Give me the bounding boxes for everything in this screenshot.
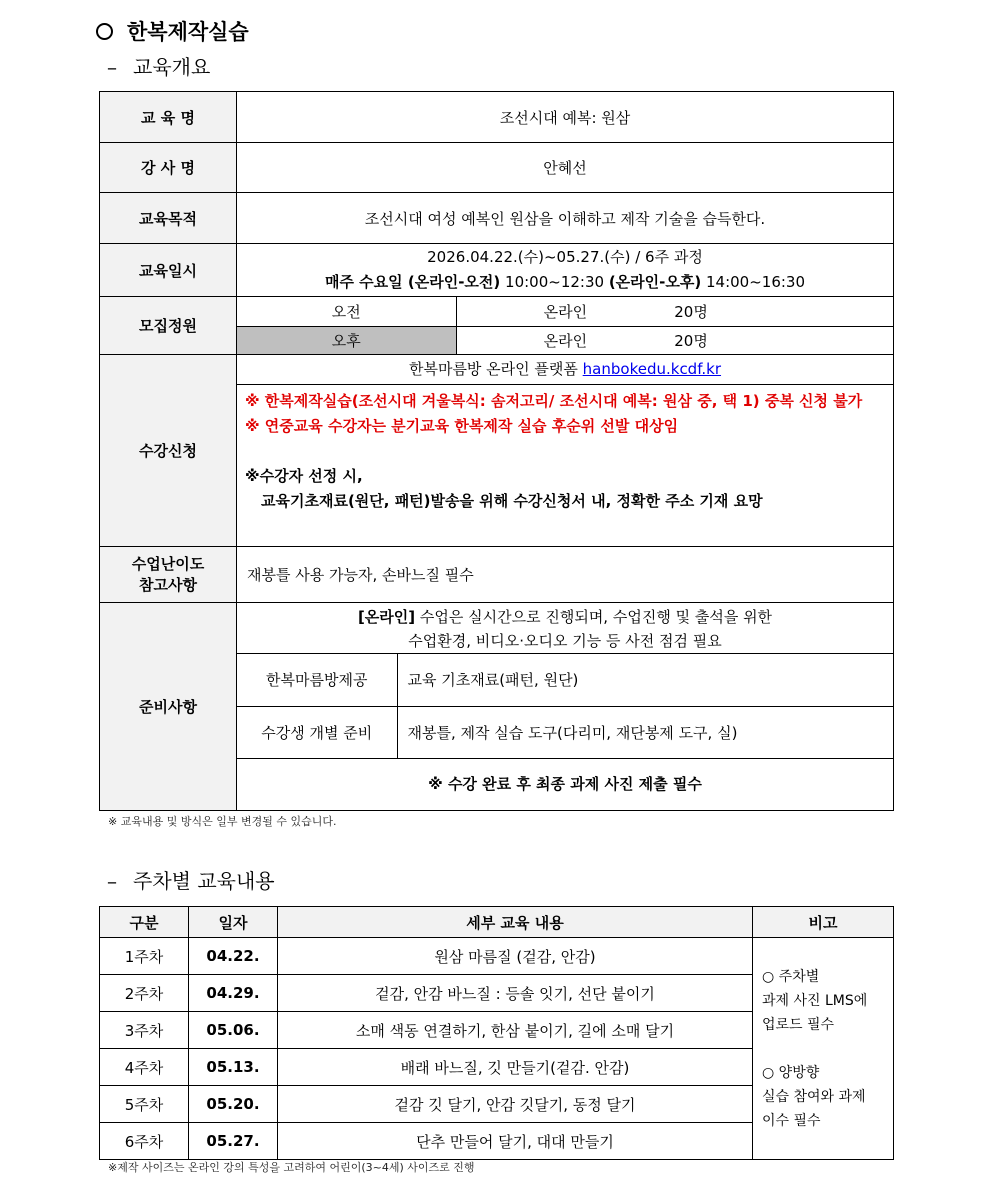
prep-value: [237, 603, 894, 811]
week-cell: 4주차: [100, 1049, 189, 1086]
prep-online-line2: 수업환경, 비디오·오디오 기능 등 사전 점검 필요: [408, 632, 722, 650]
remark-2-line2: 실습 참여와 과제: [762, 1088, 866, 1105]
overview-table: [99, 91, 894, 811]
prep-provided-value: 교육 기초재료(패턴, 원단): [397, 654, 894, 706]
date-cell: 05.06.: [189, 1012, 278, 1049]
content-cell: 겉감, 안감 바느질 : 등솔 잇기, 선단 붙이기: [278, 975, 753, 1012]
prep-final-note: ※ 수강 완료 후 최종 과제 사진 제출 필수: [428, 774, 702, 793]
date-cell: 04.29.: [189, 975, 278, 1012]
instructor-label: 강 사 명: [100, 143, 237, 193]
prep-online-note: [237, 603, 893, 654]
section-heading-overview: [107, 51, 210, 80]
apply-note-address: 교육기초재료(원단, 패턴)발송을 위해 수강신청서 내, 정확한 주소 기재 요망: [261, 492, 763, 510]
capacity-value: [237, 297, 894, 355]
week-cell: 5주차: [100, 1086, 189, 1123]
prep-online-tag: [온라인]: [357, 608, 416, 626]
capacity-label: 모집정원: [100, 297, 237, 355]
dash-bullet: –: [107, 55, 117, 79]
date-value: [237, 244, 894, 297]
difficulty-label: [100, 547, 237, 603]
header-content: 세부 교육 내용: [278, 907, 753, 938]
difficulty-value: 재봉틀 사용 가능자, 손바느질 필수: [237, 547, 894, 603]
apply-note-duplicate: ※ 한복제작실습(조선시대 겨울복식: 솜저고리/ 조선시대 예복: 원삼 중, 택 1) 중복 신청 불가: [245, 392, 863, 410]
content-cell: 원삼 마름질 (겉감, 안감): [278, 938, 753, 975]
pm-mode: 온라인: [543, 331, 588, 350]
prep-table: [237, 654, 894, 759]
date-line-2: [237, 270, 893, 295]
content-cell: 겉감 깃 달기, 안감 깃달기, 동정 달기: [278, 1086, 753, 1123]
apply-label: 수강신청: [100, 355, 237, 547]
date-cell: 05.27.: [189, 1123, 278, 1160]
course-name-value: 조선시대 예복: 원삼: [237, 92, 894, 143]
remark-1-line2: 과제 사진 LMS에: [762, 992, 868, 1009]
header-division: 구분: [100, 907, 189, 938]
prep-provided-label: 한복마름방제공: [237, 654, 397, 706]
pm-session-label: 오후: [237, 326, 456, 354]
pm-session-info: [456, 326, 894, 354]
prep-self-value: 재봉틀, 제작 실습 도구(다리미, 재단봉제 도구, 실): [397, 706, 894, 758]
pm-count: 20명: [674, 331, 708, 350]
apply-platform-text: 한복마름방 온라인 플랫폼: [408, 360, 583, 378]
goal-value: 조선시대 여성 예복인 원삼을 이해하고 제작 기술을 습득한다.: [237, 193, 894, 244]
section-heading-overview-text: 교육개요: [133, 55, 211, 79]
section-heading-schedule: [107, 865, 275, 894]
page-title-text: 한복제작실습: [127, 20, 249, 44]
apply-link[interactable]: hanbokedu.kcdf.kr: [582, 360, 722, 378]
apply-notes: [237, 385, 893, 514]
am-session-info: [456, 297, 894, 326]
difficulty-label-line2: 참고사항: [139, 575, 197, 594]
date-pm-time: 14:00~16:30: [701, 273, 806, 291]
remark-cell: [753, 938, 894, 1160]
content-cell: 소매 색동 연결하기, 한삼 붙이기, 길에 소매 달기: [278, 1012, 753, 1049]
header-date: 일자: [189, 907, 278, 938]
date-cell: 05.13.: [189, 1049, 278, 1086]
remark-1-line3: 업로드 필수: [762, 1016, 835, 1033]
course-name-label: 교 육 명: [100, 92, 237, 143]
date-cell: 05.20.: [189, 1086, 278, 1123]
apply-value: [237, 355, 894, 547]
section-heading-schedule-text: 주차별 교육내용: [133, 869, 275, 893]
date-label: 교육일시: [100, 244, 237, 297]
content-cell: 배래 바느질, 깃 만들기(겉감. 안감): [278, 1049, 753, 1086]
apply-note-priority: ※ 연중교육 수강자는 분기교육 한복제작 실습 후순위 선발 대상임: [245, 417, 679, 435]
table-row: [100, 938, 894, 975]
date-pm-label: (온라인-오후): [608, 273, 702, 291]
prep-online-line1: 수업은 실시간으로 진행되며, 수업진행 및 출석을 위한: [415, 608, 773, 626]
remark-2-line1: ○ 양방향: [762, 1064, 820, 1081]
date-cell: 04.22.: [189, 938, 278, 975]
date-line-1: 2026.04.22.(수)~05.27.(수) / 6주 과정: [427, 248, 703, 266]
content-cell: 단추 만들어 달기, 대대 만들기: [278, 1123, 753, 1160]
am-session-label: 오전: [237, 297, 456, 326]
am-mode: 온라인: [543, 302, 588, 321]
prep-label: 준비사항: [100, 603, 237, 811]
size-notice: ※제작 사이즈는 온라인 강의 특성을 고려하여 어린이(3~4세) 사이즈로 진행: [108, 1161, 475, 1174]
am-count: 20명: [674, 302, 708, 321]
schedule-table: [99, 906, 894, 1160]
goal-label: 교육목적: [100, 193, 237, 244]
difficulty-label-line1: 수업난이도: [131, 554, 205, 573]
remark-1-line1: ○ 주차별: [762, 968, 820, 985]
apply-note-selection: ※수강자 선정 시,: [245, 467, 363, 485]
week-cell: 2주차: [100, 975, 189, 1012]
week-cell: 1주차: [100, 938, 189, 975]
instructor-value: 안혜선: [237, 143, 894, 193]
header-remark: 비고: [753, 907, 894, 938]
date-am-label: 매주 수요일 (온라인-오전): [324, 273, 501, 291]
capacity-table: [237, 297, 894, 354]
remark-2-line3: 이수 필수: [762, 1112, 821, 1129]
date-am-time: 10:00~12:30: [500, 273, 609, 291]
week-cell: 3주차: [100, 1012, 189, 1049]
circle-bullet-icon: [96, 23, 113, 40]
apply-platform: [237, 355, 893, 385]
week-cell: 6주차: [100, 1123, 189, 1160]
page-title: [96, 14, 249, 48]
change-notice: ※ 교육내용 및 방식은 일부 변경될 수 있습니다.: [108, 815, 337, 828]
dash-bullet: –: [107, 869, 117, 893]
prep-self-label: 수강생 개별 준비: [237, 706, 397, 758]
